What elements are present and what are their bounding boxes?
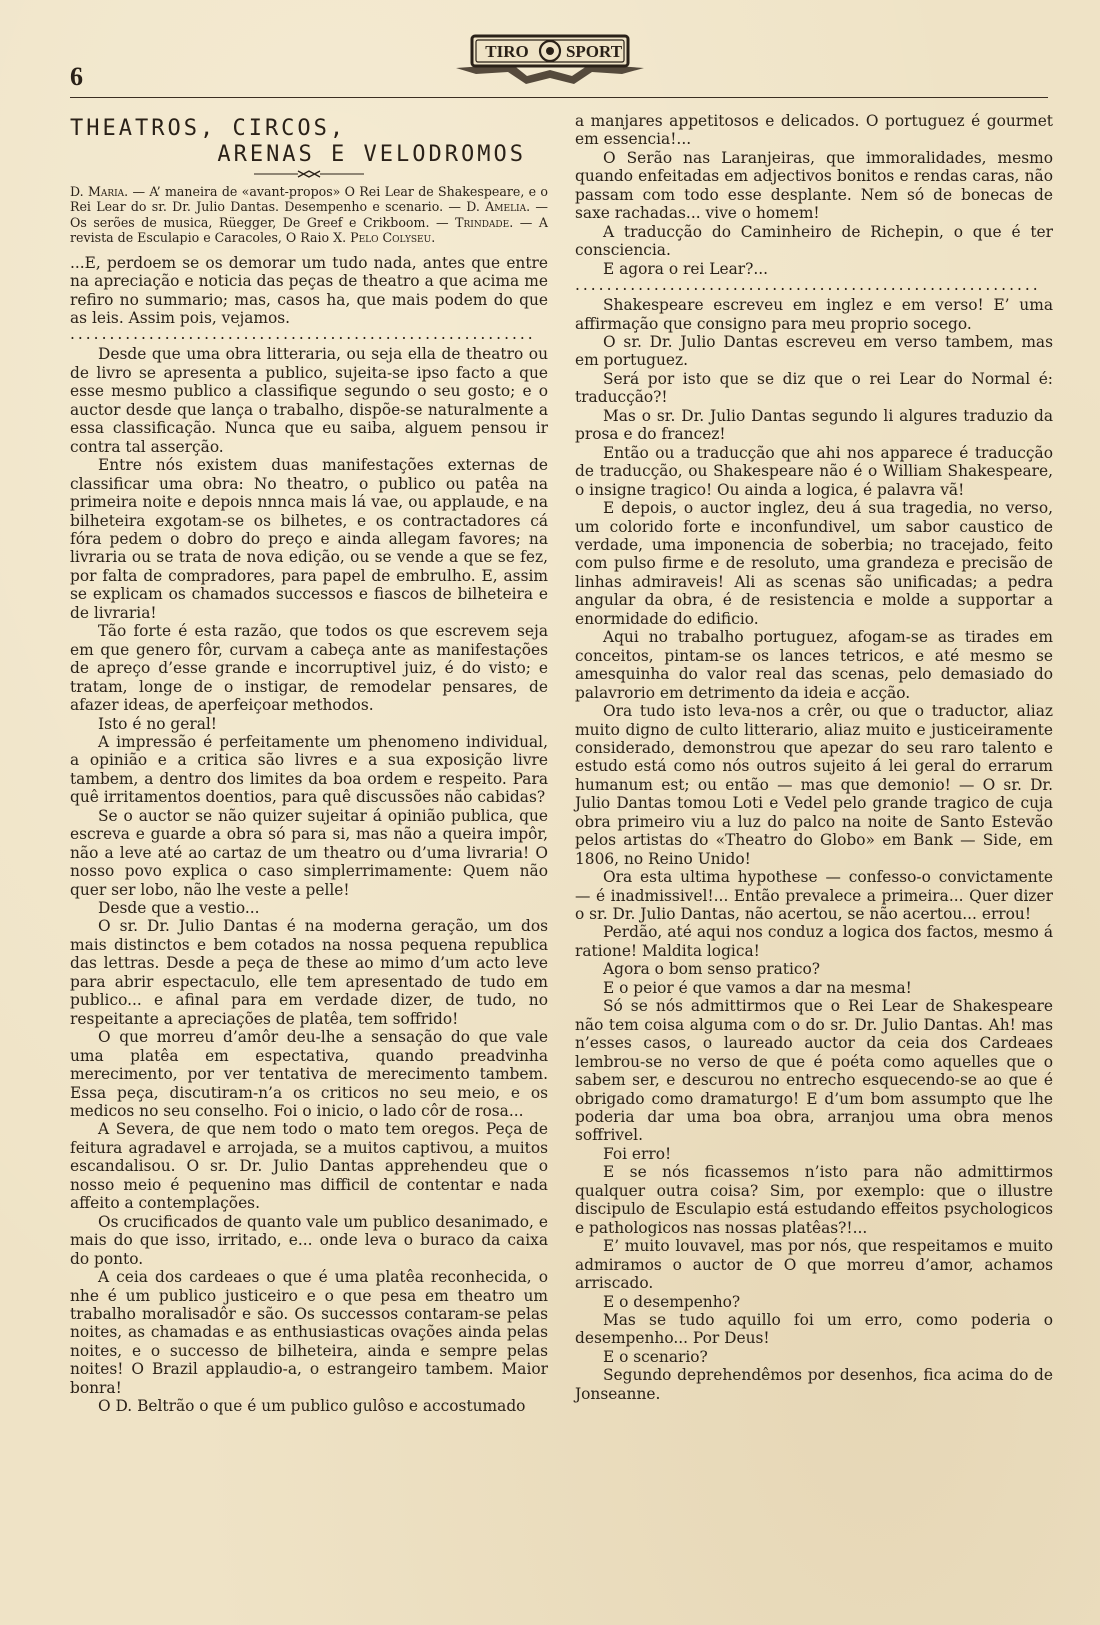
dotted-separator: ...........................................................	[70, 327, 536, 344]
paragraph: Então ou a traducção que ahi nos apparece é traducção de traducção, ou Shakespeare não é o William Shakespeare, o insigne tragico! Ou ainda a logica, é palavra vã!	[575, 443, 1053, 499]
paragraph: Foi erro!	[603, 1144, 672, 1163]
page-number: 6	[70, 62, 83, 91]
masthead-text-left: TIRO	[485, 42, 529, 61]
paragraph: Perdão, até aqui nos conduz a logica dos factos, mesmo á ratione! Maldita logica!	[575, 923, 1053, 960]
summary-venue: Trindade.	[455, 214, 514, 230]
paragraph: Desde que uma obra litteraria, ou seja ella de theatro ou de livro se apresenta a publico, sujeita-se ipso facto a que esse mesmo publico a classifique segundo o seu gosto; e o auctor desde que lança o trabalho, dispõe-se naturalmente a essa classificação. Nunca que eu saiba, alguem pensou ir contra tal asserção.	[70, 345, 548, 456]
dotted-separator: ...........................................................	[575, 278, 1041, 295]
summary-text: — Os serões de musica, Rüegger, De Greef e Crikboom. —	[70, 199, 548, 230]
paragraph: Entre nós existem duas manifestações externas de classificar uma obra: No theatro, o publico ou patêa na primeira noite e depois nnnca mais lá vae, ou applaude, e na bilheteira exgotam-se os bilhetes, e os contractadores cá fóra pedem o dobro do preço e ainda allegam favores; na livraria ou se trata de nova edição, ou se vende a que se fez, por falta de compradores, para papel de embrulho. E, assim se explicam os chamados successos e fiascos de bilheteira e de livraria!	[70, 456, 548, 622]
paragraph: O sr. Dr. Julio Dantas é na moderna geração, um dos mais distinctos e bem cotados na nossa pequena republica das lettras. Desde a peça de these ao mimo d’um acto leve para abrir espectaculo, elle tem apresentado de tudo em publico... e afinal para em verdade dizer, de tudo, no respeitante a apreciações de platêa, tem soffrido!	[70, 917, 548, 1028]
paragraph: Ora esta ultima hypothese — confesso-o convictamente — é inadmissivel!... Então prevalece a primeira... Quer dizer o sr. Dr. Julio Dantas, não acertou, se não acertou... errou!	[575, 868, 1053, 924]
summary-venue: D. Maria.	[70, 184, 129, 199]
paragraph: E o peior é que vamos a dar na mesma!	[603, 978, 912, 997]
title-line-2: ARENAS E VELODROMOS	[217, 142, 526, 167]
masthead-text-right: SPORT	[565, 42, 623, 61]
paragraph: E depois, o auctor inglez, deu á sua tragedia, no verso, um colorido forte e inconfundivel, um sabor caustico de verdade, uma imponencia de soberbia; no tracejado, feito com pulso firme e de resoluto, uma grandeza e precisão de linhas admiraveis! Ali as scenas são unificadas; a pedra angular da obra, é de resistencia e molde a supportar a enormidade do edificio.	[575, 499, 1053, 628]
title-line-1: THEATROS, CIRCOS,	[70, 116, 347, 141]
paragraph: Ora tudo isto leva-nos a crêr, ou que o traductor, aliaz muito digno de culto litterario, aliaz muito e justiceiramente considerado, demonstrou que apezar do seu raro talento e estudo está como nós outros sujeito á lei geral do errarum humanum est; ou então — mas que demonio! — O sr. Dr. Julio Dantas tomou Loti e Vedel pelo grande tragico de cuja obra primeiro viu a luz do palco na noite de Santo Estevão pelos artistas do «Theatro do Globo» em Bank — Side, em 1806, no Reino Unido!	[575, 702, 1053, 868]
paragraph: E agora o rei Lear?...	[603, 259, 769, 278]
paragraph: A Severa, de que nem todo o mato tem oregos. Peça de feitura agradavel e arrojada, se a muitos captivou, a muitos escandalisou. O sr. Dr. Julio Dantas apprehendeu que o nosso meio é pequenino mas difficil de contentar e nada affeito a contemplações.	[70, 1120, 548, 1213]
paragraph: Mas se tudo aquillo foi um erro, como poderia o desempenho... Por Deus!	[575, 1311, 1053, 1348]
paragraph: A impressão é perfeitamente um phenomeno individual, a opinião e a critica são livres e a sua exposição livre tambem, a dentro dos limites da boa ordem e respeito. Para quê irritamentos doentios, para quê discussões não cabidas?	[70, 732, 548, 807]
ornament-divider	[70, 168, 548, 182]
paragraph: O Serão nas Laranjeiras, que immoralidades, mesmo quando enfeitadas em adjectivos bonitos e rendas caras, não passam com todo esse desplante. Nem só de bonecas de saxe rachadas... vive o homem!	[575, 148, 1053, 223]
left-column	[70, 112, 548, 1416]
paragraph: Agora o bom senso pratico?	[603, 960, 821, 979]
paragraph: O sr. Dr. Julio Dantas escreveu em verso tambem, mas em portuguez.	[575, 332, 1053, 370]
paragraph: Aqui no trabalho portuguez, afogam-se as tirades em conceitos, pintam-se os lances tetricos, e até mesmo se amesquinha do valor real das scenas, pelo demasiado do palavrorio em detrimento da ideia e acção.	[575, 628, 1053, 702]
summary-text: — A revista de Esculapio e Caracoles, O Raio X.	[70, 214, 548, 246]
paragraph: Mas o sr. Dr. Julio Dantas segundo li algures traduzio da prosa e do francez!	[575, 406, 1053, 444]
paragraph: Os crucificados de quanto vale um publico desanimado, e mais do que isso, irritado, e... onde leva o buraco da caixa do ponto.	[70, 1212, 548, 1268]
paragraph: Será por isto que se diz que o rei Lear do Normal é: traducção?!	[575, 369, 1053, 407]
article-summary	[70, 184, 548, 246]
paragraph: E se nós ficassemos n’isto para não admittirmos qualquer outra coisa? Sim, por exemplo: que o illustre discipulo de Esculapio está estudando effeitos psychologicos e pathologicos nas nossas platêas?!...	[575, 1163, 1053, 1237]
paragraph: Tão forte é esta razão, que todos os que escrevem seja em que genero fôr, curvam a cabeça ante as manifestações de apreço d’esse grande e incorruptivel juiz, é do visto; e tratam, longe de o instigar, de remodelar pensares, de afazer ideas, de aperfeiçoar methodos.	[70, 622, 548, 715]
summary-venue: D. Amelia.	[466, 199, 531, 215]
masthead-logo	[452, 24, 647, 86]
paragraph: A traducção do Caminheiro de Richepin, o que é ter consciencia.	[575, 222, 1053, 260]
paragraph: E o desempenho?	[603, 1292, 741, 1311]
paragraph: ...E, perdoem se os demorar um tudo nada, antes que entre na apreciação e noticia das peças de theatro a que acima me refiro no summario; mas, casos ha, que mais podem do que as leis. Assim pois, vejamos.	[70, 253, 548, 327]
paragraph: Só se nós admittirmos que o Rei Lear de Shakespeare não tem coisa alguma com o do sr. Dr. Julio Dantas. Ah! mas n’esses casos, o laureado auctor da ceia dos Cardeaes lembrou-se no verso de que é poéta como aquelles que o sabem ser, e descurou no entrecho esquecendo-se ao que é obrigado como dramaturgo! E d’um bom assumpto que lhe poderia dar uma boa obra, arranjou uma obra menos soffrivel.	[575, 997, 1053, 1145]
paragraph: E’ muito louvavel, mas por nós, que respeitamos e muito admiramos o auctor de O que morreu d’amor, achamos arriscado.	[575, 1237, 1053, 1293]
paragraph: Se o auctor se não quizer sujeitar á opinião publica, que escreva e guarde a obra só para si, mas não a queira impôr, não a leve até ao cartaz de um theatro ou d’uma livraria! O nosso povo explica o caso simplerrimamente: Quem não quer ser lobo, não lhe veste a pelle!	[70, 806, 548, 899]
paragraph: a manjares appetitosos e delicados. O portuguez é gourmet em essencia!...	[575, 112, 1053, 149]
top-rule	[70, 97, 1048, 98]
summary-text: Pelo Colyseu.	[350, 230, 436, 246]
paragraph: Isto é no geral!	[98, 714, 217, 733]
paragraph: E o scenario?	[603, 1347, 708, 1366]
article-title	[70, 116, 548, 168]
paragraph: O D. Beltrão o que é um publico gulôso e accostumado	[98, 1397, 526, 1416]
right-column	[575, 112, 1053, 1403]
summary-text: — A’ maneira de «avant-propos» O Rei Lear de Shakespeare, e o Rei Lear do sr. Dr. Julio Dantas. Desempenho e scenario. —	[70, 184, 548, 215]
paragraph: A ceia dos cardeaes o que é uma platêa reconhecida, o nhe é um publico justiceiro e o que pesa em theatro um trabalho moralisadôr e são. Os successos contaram-se pelas noites, as chamadas e as enthusiasticas ovações ainda pelas noites, e o successo de bilheteira, ainda e sempre pelas noites! O Brazil applaudio-a, o estrangeiro tambem. Maior bonra!	[70, 1268, 548, 1397]
paragraph: Desde que a vestio...	[98, 899, 260, 918]
paragraph: O que morreu d’amôr deu-lhe a sensação do que vale uma platêa em espectativa, quando preadvinha merecimento, por ver tentativa de merecimento tambem. Essa peça, discutiram-n’a os criticos no seu meio, e os medicos no seu conselho. Foi o inicio, o lado côr de rosa...	[70, 1028, 548, 1121]
paragraph: Shakespeare escreveu em inglez e em verso! E’ uma affirmação que consigno para meu proprio socego.	[575, 296, 1053, 333]
paragraph: Segundo deprehendêmos por desenhos, fica acima do de Jonseanne.	[575, 1366, 1053, 1403]
